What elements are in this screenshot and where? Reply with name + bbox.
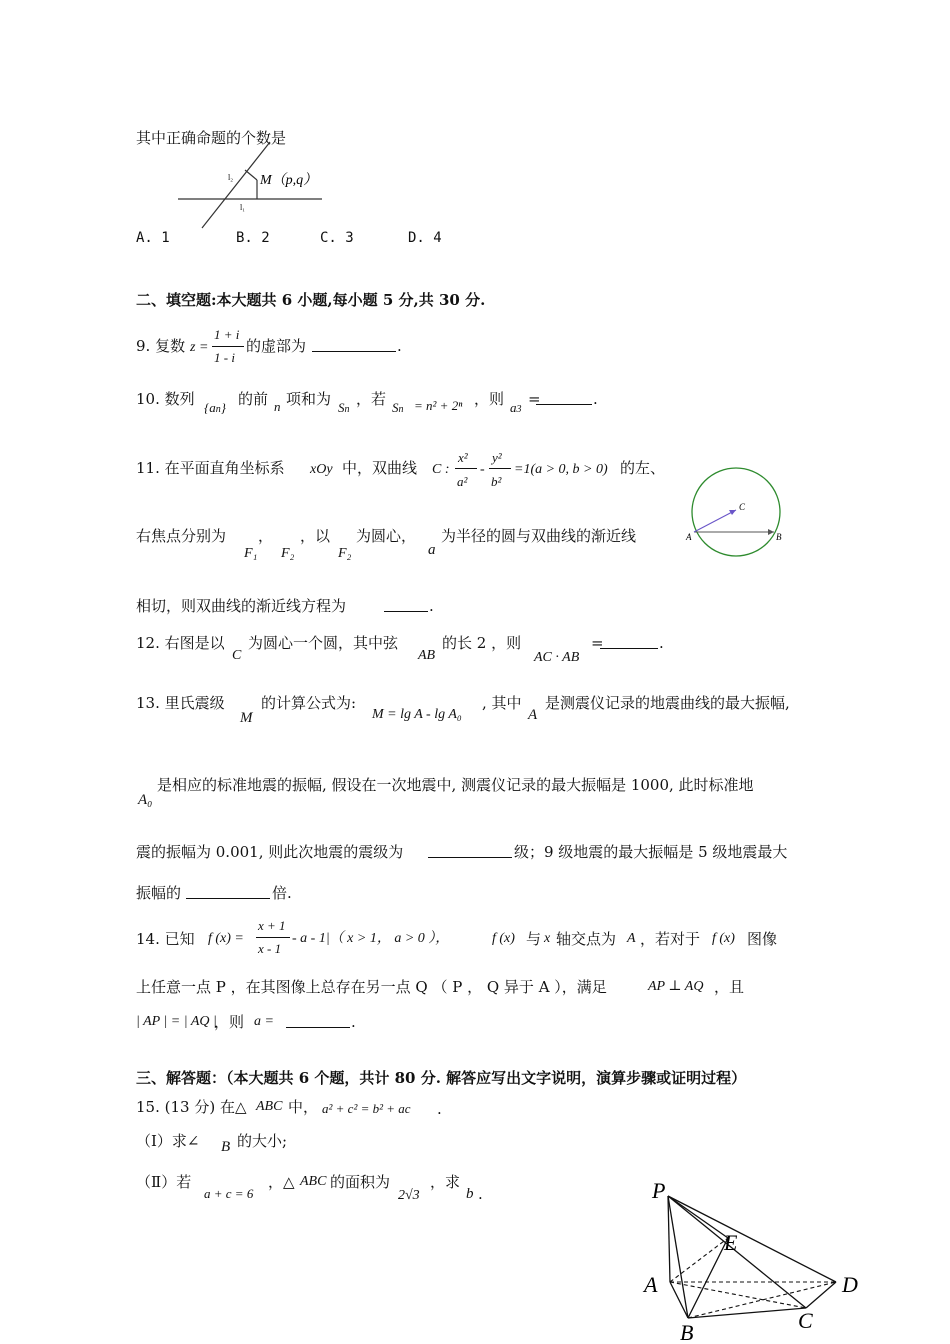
- q13-text3: 是测震仪记录的地震曲线的最大振幅,: [545, 694, 790, 712]
- q14-text1: 与: [526, 930, 542, 948]
- q13-prefix: 13. 里氏震级: [136, 694, 225, 712]
- q13-line2: 是相应的标准地震的振幅, 假设在一次地震中, 测震仪记录的最大振幅是 1000, 此时标准地: [157, 776, 754, 794]
- q12-text2: 的长 2 ，则: [442, 634, 522, 652]
- q10-text2: 项和为: [286, 390, 332, 408]
- q14-fx3: f (x): [712, 931, 735, 946]
- q11-condition: =1(a > 0, b > 0): [514, 462, 608, 477]
- q10-seq: {an}: [204, 400, 226, 415]
- q14-end: .: [351, 1013, 356, 1031]
- q10-formula: = n² + 2ⁿ: [414, 398, 463, 413]
- pyramid-P: P: [652, 1178, 666, 1203]
- q11-line2d: 为圆心，: [356, 527, 417, 545]
- q9-denominator: 1 - i: [214, 350, 235, 365]
- q13-text2: , 其中: [482, 694, 522, 712]
- q9-numerator: 1 + i: [214, 327, 240, 342]
- q9-end: .: [397, 337, 402, 355]
- q9-suffix: 的虚部为: [246, 337, 307, 355]
- q10-end: .: [593, 390, 598, 408]
- q14-answer-blank: [286, 1013, 350, 1028]
- q11-F2: F₂: [281, 546, 295, 561]
- circle-point-A: A: [686, 532, 692, 542]
- q15-part2-ABC: ABC: [300, 1174, 327, 1189]
- l2-label: l₂: [228, 173, 234, 182]
- q12-answer-blank: [600, 634, 658, 649]
- q10-a3: a3: [510, 400, 522, 415]
- q11-xOy: xOy: [310, 462, 333, 477]
- q9-fraction-bar: [212, 346, 244, 347]
- section2-heading: 二、填空题:本大题共 6 小题,每小题 5 分,共 30 分.: [136, 291, 486, 309]
- q13-blank2: [186, 884, 270, 899]
- q11-line3: 相切，则双曲线的渐近线方程为: [136, 597, 347, 615]
- q14-line2: 上任意一点 P ，在其图像上总存在另一点 Q （ P ， Q 异于 A ），满足: [136, 978, 607, 996]
- q13-formula: M = lg A - lg A₀: [372, 707, 462, 722]
- q14-line3-expr: | AP | = | AQ |: [136, 1014, 217, 1029]
- q10-text3: ，若: [356, 390, 387, 408]
- option-A: A. 1: [136, 230, 170, 246]
- q14-fx2: f (x): [492, 931, 515, 946]
- intro-text: 其中正确命题的个数是: [136, 129, 287, 147]
- q11-line2e: 为半径的圆与双曲线的渐近线: [441, 527, 637, 545]
- q14-line2-end: ，且: [714, 978, 745, 996]
- q15-equation: a² + c² = b² + ac: [322, 1101, 411, 1116]
- q15-part1-B: B: [221, 1139, 231, 1155]
- q14-line3-mid: ，则: [214, 1013, 245, 1031]
- q14-x: x: [544, 931, 551, 946]
- q12-C: C: [232, 648, 242, 663]
- q12-eq: =: [591, 634, 604, 652]
- q13-line3a: 震的振幅为 0.001, 则此次地震的震级为: [136, 843, 404, 861]
- q14-fx: f (x) =: [208, 931, 244, 946]
- circle-point-B: B: [776, 532, 782, 542]
- option-B: B. 2: [236, 230, 270, 246]
- q11-suffix: 的左、: [620, 459, 666, 477]
- q11-frac1-bar: [455, 468, 477, 469]
- q14-A: A: [627, 931, 636, 946]
- q14-line3-a: a =: [254, 1014, 274, 1029]
- q13-A0: A₀: [138, 792, 153, 808]
- q11-answer-blank: [384, 597, 428, 612]
- q15-part2-text2: 的面积为: [330, 1173, 391, 1191]
- pyramid-D: D: [842, 1272, 858, 1297]
- q11-end: .: [429, 597, 434, 615]
- q13-blank1: [428, 843, 512, 858]
- q9-z: z =: [190, 340, 209, 355]
- q14-rest: - a - 1|（ x > 1， a > 0 ），: [292, 931, 450, 946]
- q14-denominator: x - 1: [258, 941, 282, 956]
- q14-text4: 图像: [747, 930, 778, 948]
- q9-answer-blank: [312, 337, 396, 352]
- q10-n: n: [274, 399, 281, 414]
- q13-M: M: [240, 710, 253, 726]
- q15-part2-text3: ，求: [430, 1173, 461, 1191]
- q14-prefix: 14. 已知: [136, 930, 195, 948]
- q11-prefix: 11. 在平面直角坐标系: [136, 459, 285, 477]
- q10-eq: =: [528, 390, 541, 408]
- q14-numerator: x + 1: [258, 918, 286, 933]
- q12-AB: AB: [418, 648, 436, 663]
- q15-part2-end: .: [478, 1185, 483, 1203]
- q11-line2a: 右焦点分别为: [136, 527, 227, 545]
- circle-point-C: C: [739, 502, 746, 512]
- q15-end: .: [437, 1100, 442, 1118]
- q12-text1: 为圆心一个圆，其中弦: [248, 634, 399, 652]
- q11-b2: b²: [491, 474, 502, 489]
- q11-frac2-bar: [489, 468, 511, 469]
- q13-line3b: 级；9 级地震的最大振幅是 5 级地震最大: [514, 843, 788, 861]
- q11-C: C :: [432, 462, 450, 477]
- q14-perp: AP ⊥ AQ: [648, 979, 704, 994]
- q15-part1-suffix: 的大小;: [237, 1132, 288, 1150]
- option-C: C. 3: [320, 230, 354, 246]
- q11-x2: x²: [458, 450, 468, 465]
- q15-part2-cond: a + c = 6: [204, 1186, 254, 1201]
- q12-end: .: [659, 634, 664, 652]
- q14-fraction-bar: [256, 937, 290, 938]
- pyramid-E: E: [724, 1230, 738, 1255]
- q10-text4: ，则: [474, 390, 505, 408]
- q13-A: A: [528, 707, 538, 723]
- q9-prefix: 9. 复数: [136, 337, 186, 355]
- q10-text1: 的前: [238, 390, 269, 408]
- q13-text1: 的计算公式为:: [261, 694, 357, 712]
- pyramid-C: C: [798, 1308, 813, 1333]
- q11-mid: 中，双曲线: [342, 459, 418, 477]
- q14-text3: ，若对于: [640, 930, 701, 948]
- pyramid-figure: [640, 1176, 870, 1342]
- q13-line4b: 倍.: [272, 884, 292, 902]
- q15-part2-text1: ，△: [268, 1173, 295, 1191]
- q15-part2-b: b: [466, 1186, 474, 1202]
- q11-minus: -: [480, 462, 485, 477]
- q10-S: Sn: [338, 400, 350, 415]
- q11-F1: F₁: [244, 546, 258, 561]
- q15-part2-prefix: （Ⅱ）若: [136, 1173, 192, 1191]
- q11-y2: y²: [492, 450, 502, 465]
- q11-line2b: ，: [258, 527, 274, 545]
- q15-part1-prefix: （Ⅰ）求∠: [136, 1132, 200, 1150]
- q11-a: a: [428, 542, 436, 558]
- point-M-label: M（p,q）: [260, 173, 318, 188]
- q12-expr: AC · AB: [534, 650, 580, 665]
- q13-line4a: 振幅的: [136, 884, 182, 902]
- q10-answer-blank: [536, 390, 592, 405]
- lines-figure: [170, 140, 340, 235]
- section3-heading: 三、解答题：（本大题共 6 个题，共计 80 分. 解答应写出文字说明，演算步骤或证明过程）: [136, 1069, 747, 1087]
- circle-figure: [686, 464, 786, 564]
- q11-line2c: ，以: [300, 527, 331, 545]
- q10-prefix: 10. 数列: [136, 390, 195, 408]
- l1-label: l₁: [240, 203, 246, 212]
- option-D: D. 4: [408, 230, 442, 246]
- q14-text2: 轴交点为: [556, 930, 617, 948]
- q11-a2: a²: [457, 474, 468, 489]
- q15-ABC: ABC: [256, 1099, 283, 1114]
- q10-S2: Sn: [392, 400, 404, 415]
- pyramid-B: B: [680, 1320, 694, 1344]
- q15-part2-area: 2√3: [398, 1188, 420, 1203]
- q15-text1: 中，: [288, 1098, 319, 1116]
- pyramid-A: A: [644, 1272, 658, 1297]
- q11-F2-center: F₂: [338, 546, 352, 561]
- q12-prefix: 12. 右图是以: [136, 634, 225, 652]
- q15-prefix: 15. (13 分) 在△: [136, 1098, 247, 1116]
